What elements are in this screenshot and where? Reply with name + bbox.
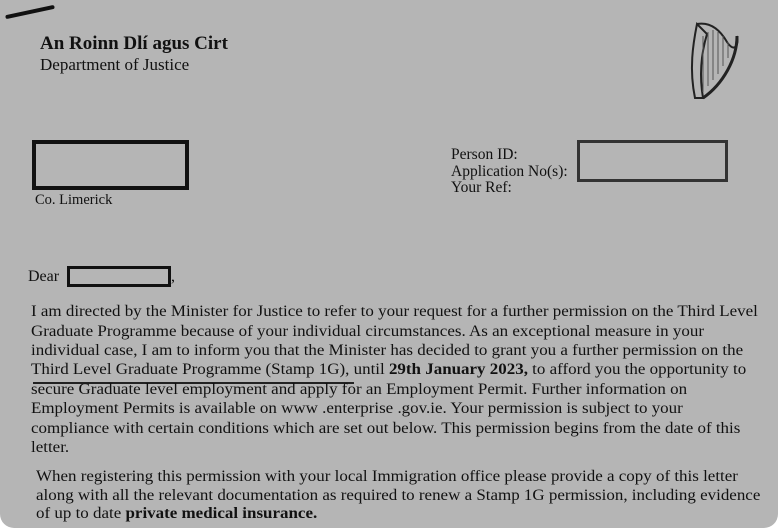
redacted-recipient-name xyxy=(67,266,171,287)
body-line: Graduate Programme because of your individual circumstances. As an exceptional measure in your xyxy=(31,323,705,340)
salutation-comma: , xyxy=(171,268,175,285)
application-number-label: Application No(s): xyxy=(451,163,568,180)
department-english-name: Department of Justice xyxy=(40,55,190,74)
grant-text: Third Level Graduate Programme (Stamp 1G), until xyxy=(31,361,389,378)
redacted-reference-numbers xyxy=(577,140,728,182)
address-county: Co. Limerick xyxy=(35,192,113,208)
redacted-address xyxy=(32,140,189,190)
expiry-date: 29th January 2023, xyxy=(388,361,528,378)
body-line: along with all the relevant documentation as required to renew a Stamp 1G permission, including evidence xyxy=(36,487,761,504)
grant-purpose: to afford you the opportunity to xyxy=(527,361,747,378)
body-line: When registering this permission with your local Immigration office please provide a copy of this letter xyxy=(36,468,738,485)
insurance-text: of up to date xyxy=(36,505,126,522)
person-id-label: Person ID: xyxy=(451,146,518,163)
harp-emblem-icon xyxy=(683,14,743,102)
your-ref-label: Your Ref: xyxy=(451,179,512,196)
body-line: secure Graduate level employment and apply for an Employment Permit. Further information on xyxy=(31,381,688,398)
salutation-dear: Dear xyxy=(28,268,60,285)
body-line-grant xyxy=(31,361,746,379)
body-line: individual case, I am to inform you that the Minister has decided to grant you a further permission on the xyxy=(31,342,744,359)
pen-mark xyxy=(5,5,55,19)
department-irish-name: An Roinn Dlí agus Cirt xyxy=(40,33,228,54)
body-line-insurance xyxy=(36,505,317,523)
insurance-emphasis: private medical insurance. xyxy=(125,505,318,522)
body-line: letter. xyxy=(31,439,70,456)
body-line: I am directed by the Minister for Justice to refer to your request for a further permission on the Third Level xyxy=(31,303,758,320)
body-line: compliance with certain conditions which are set out below. This permission begins from the date of this xyxy=(31,420,741,437)
body-line: Employment Permits is available on www .enterprise .gov.ie. Your permission is subject to your xyxy=(31,400,683,417)
